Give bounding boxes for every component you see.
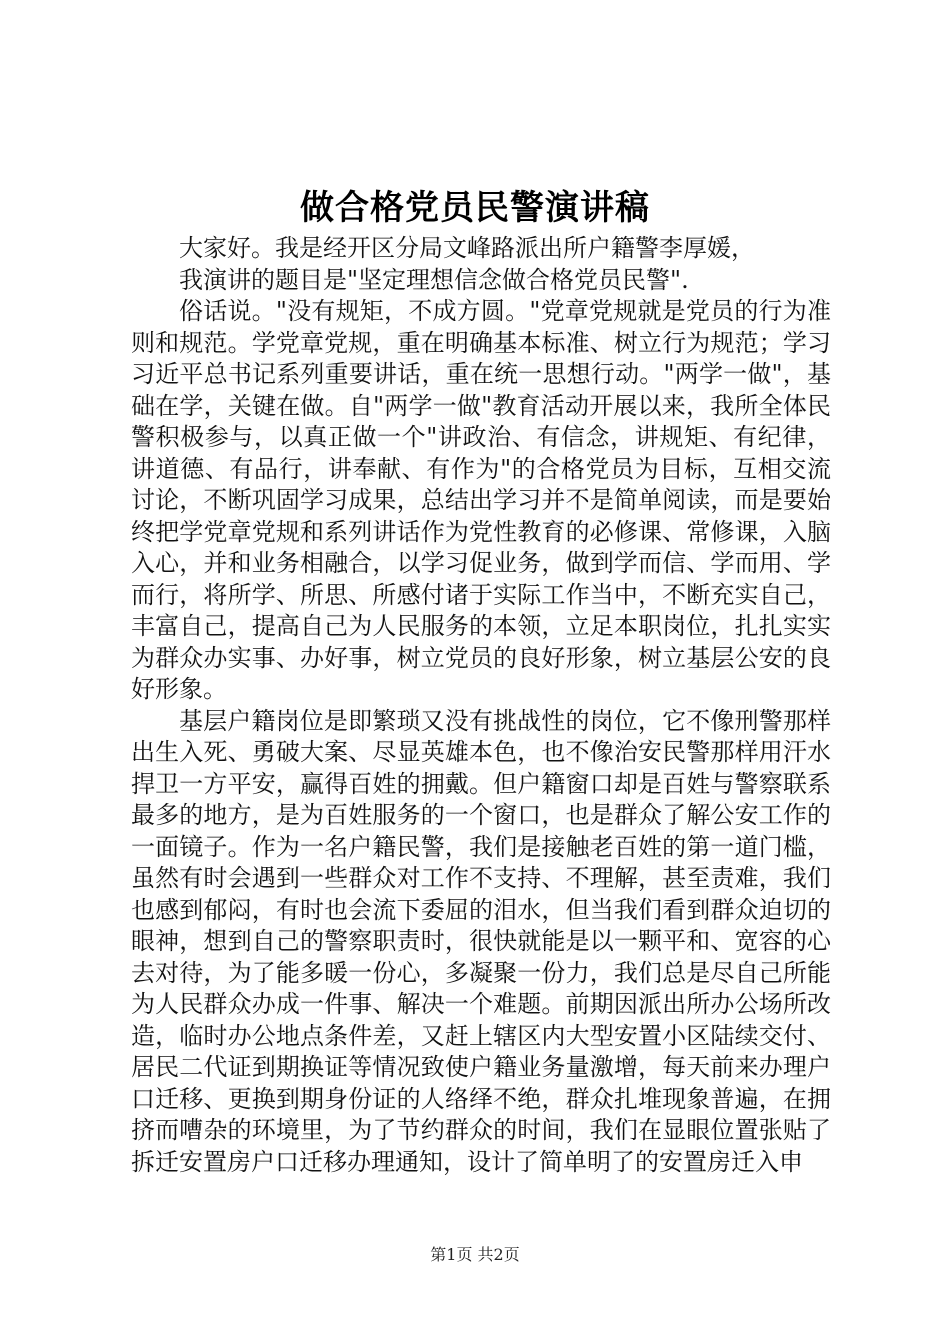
paragraph-household-registration: 基层户籍岗位是即繁琐又没有挑战性的岗位，它不像刑警那样出生入死、勇破大案、尽显英雄本色，也不像治安民警那样用汗水捍卫一方平安，赢得百姓的拥戴。但户籍窗口却是百姓与警察联系最多的地方，是为百姓服务的一个窗口，也是群众了解公安工作的一面镜子。作为一名户籍民警，我们是接触老百姓的第一道门槛，虽然有时会遇到一些群众对工作不支持、不理解，甚至责难，我们也感到郁闷，有时也会流下委屈的泪水，但当我们看到群众迫切的眼神，想到自己的警察职责时，很快就能是以一颗平和、宽容的心去对待，为了能多暖一份心，多凝聚一份力，我们总是尽自己所能为人民群众办成一件事、解决一个难题。前期因派出所办公场所改造，临时办公地点条件差，又赶上辖区内大型安置小区陆续交付、居民二代证到期换证等情况致使户籍业务量激增，每天前来办理户口迁移、更换到期身份证的人络绎不绝，群众扎堆现象普遍，在拥挤而嘈杂的环境里，为了节约群众的时间，我们在显眼位置张贴了拆迁安置房户口迁移办理通知，设计了简单明了的安置房迁入申 (131, 706, 831, 1176)
document-body (131, 233, 831, 1178)
paragraph-rules: 俗话说。"没有规矩，不成方圆。"党章党规就是党员的行为准则和规范。学党章党规，重在明确基本标准、树立行为规范；学习习近平总书记系列重要讲话，重在统一思想行动。"两学一做"，基础在学，关键在做。自"两学一做"教育活动开展以来，我所全体民警积极参与，以真正做一个"讲政治、有信念，讲规矩、有纪律，讲道德、有品行，讲奉献、有作为"的合格党员为目标，互相交流讨论，不断巩固学习成果，总结出学习并不是简单阅读，而是要始终把学党章党规和系列讲话作为党性教育的必修课、常修课，入脑入心，并和业务相融合，以学习促业务，做到学而信、学而用、学而行，将所学、所思、所感付诸于实际工作当中，不断充实自己，丰富自己，提高自己为人民服务的本领，立足本职岗位，扎扎实实为群众办实事、办好事，树立党员的良好形象，树立基层公安的良好形象。 (131, 297, 831, 703)
document-title: 做合格党员民警演讲稿 (300, 188, 650, 228)
page-number-footer: 第1页 共2页 (430, 1245, 520, 1264)
paragraph-greeting: 大家好。我是经开区分局文峰路派出所户籍警李厚媛， (179, 234, 755, 262)
paragraph-topic: 我演讲的题目是"坚定理想信念做合格党员民警". (179, 265, 689, 294)
